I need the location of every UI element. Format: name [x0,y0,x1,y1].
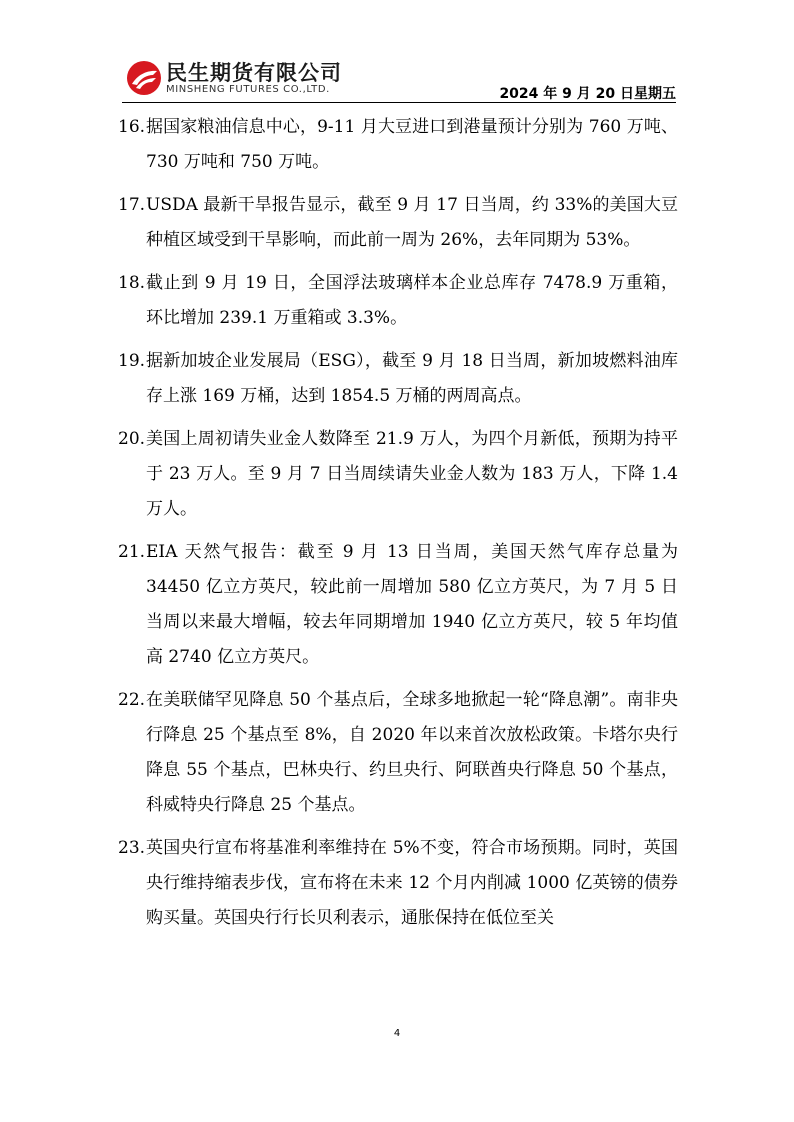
news-item-23 [118,831,678,936]
news-list [118,110,678,944]
item-text: 美国上周初请失业金人数降至 21.9 万人，为四个月新低，预期为持平于 23 万人。至 9 月 7 日当周续请失业金人数为 183 万人，下降 1.4 万人。 [146,429,678,519]
item-text: 据新加坡企业发展局（ESG），截至 9 月 18 日当周，新加坡燃料油库存上涨 169 万桶，达到 1854.5 万桶的两周高点。 [146,351,678,406]
item-number: 16. [118,117,146,137]
item-number: 18. [118,273,146,293]
item-number: 21. [118,542,146,562]
news-item-17 [118,188,678,258]
news-item-16 [118,110,678,180]
item-number: 19. [118,351,146,371]
item-text: 据国家粮油信息中心，9-11 月大豆进口到港量预计分别为 760 万吨、730 万吨和 750 万吨。 [146,117,678,172]
news-item-18 [118,266,678,336]
logo-english-name: MINSHENG FUTURES CO.,LTD. [166,84,330,95]
item-text: USDA 最新干旱报告显示，截至 9 月 17 日当周，约 33%的美国大豆种植区域受到干旱影响，而此前一周为 26%，去年同期为 53%。 [146,195,678,250]
item-text: EIA 天然气报告：截至 9 月 13 日当周，美国天然气库存总量为 34450 亿立方英尺，较此前一周增加 580 亿立方英尺，为 7 月 5 日当周以来最大增幅，较去年同期增加 1940 亿立方英尺，较 5 年均值高 2740 亿立方英尺。 [146,542,678,667]
logo-chinese-name: 民生期货有限公司 [166,61,342,85]
header-divider [122,102,676,103]
news-item-19 [118,344,678,414]
item-text: 在美联储罕见降息 50 个基点后，全球多地掀起一轮“降息潮”。南非央行降息 25 个基点至 8%，自 2020 年以来首次放松政策。卡塔尔央行降息 55 个基点，巴林央行、约旦央行、阿联酋央行降息 50 个基点，科威特央行降息 25 个基点。 [146,690,678,815]
report-date: 2024 年 9 月 20 日星期五 [499,86,676,102]
item-number: 23. [118,838,146,858]
item-text: 截止到 9 月 19 日，全国浮法玻璃样本企业总库存 7478.9 万重箱，环比增加 239.1 万重箱或 3.3%。 [146,273,678,328]
item-number: 17. [118,195,146,215]
item-number: 20. [118,429,146,449]
company-logo [122,56,372,100]
news-item-22 [118,683,678,823]
page-number: 4 [393,1028,401,1039]
item-text: 英国央行宣布将基准利率维持在 5%不变，符合市场预期。同时，英国央行维持缩表步伐，宣布将在未来 12 个月内削减 1000 亿英镑的债券购买量。英国央行行长贝利表示，通胀保持在低位至关 [146,838,678,928]
item-number: 22. [118,690,146,710]
news-item-20 [118,422,678,527]
news-item-21 [118,535,678,675]
minsheng-logo-icon [126,60,162,96]
page-header [122,56,676,104]
